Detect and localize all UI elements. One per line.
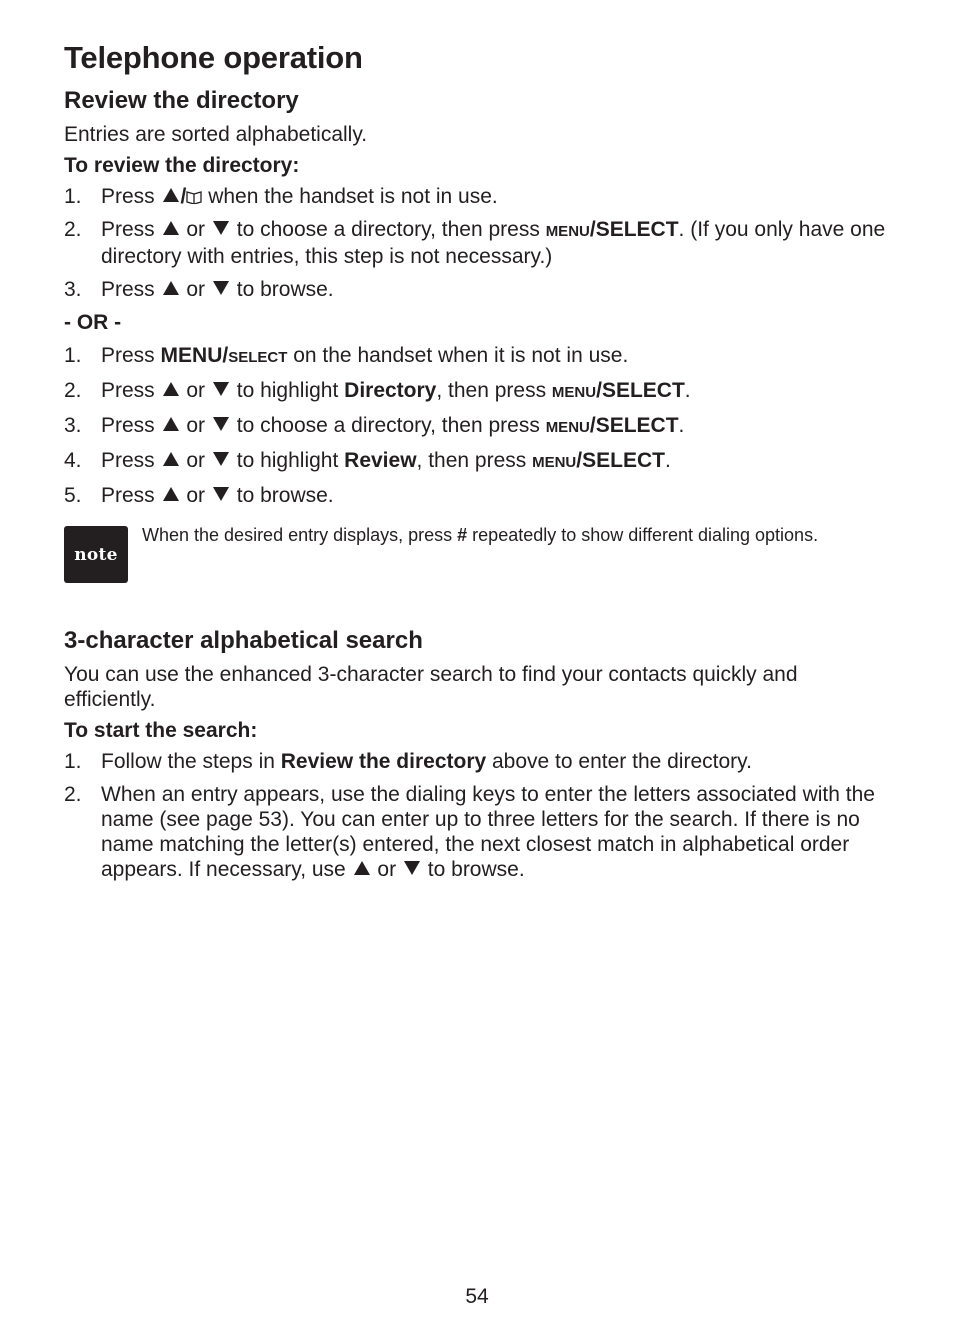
down-arrow-icon (213, 452, 229, 466)
up-arrow-icon (163, 188, 179, 202)
list-item: 2. Press or to choose a directory, then press MENU/SELECT. (If you only have one directory with entries, this step is not necessary.) (64, 218, 886, 268)
note-box (64, 526, 894, 586)
list-item: 2. When an entry appears, use the dialing keys to enter the letters associated with the name (see page 53). You can enter up to three letters for the search. If there is no name matching the letter(s) entered, the next closest match in alphabetical order appears. If necessary, use or to browse. (64, 783, 875, 881)
list-item: 1. Press MENU/SELECT on the handset when it is not in use. (64, 344, 629, 367)
review-steps-list (64, 184, 894, 302)
down-arrow-icon (213, 221, 229, 235)
list-item: 5. Press or to browse. (64, 484, 334, 507)
up-arrow-icon (163, 221, 179, 235)
list-item: 1. Follow the steps in Review the directory above to enter the directory. (64, 750, 752, 773)
section-heading-review: Review the directory (64, 87, 299, 114)
page-content (64, 38, 894, 890)
down-arrow-icon (213, 487, 229, 501)
section-heading-search: 3-character alphabetical search (64, 627, 423, 654)
page-title: Telephone operation (64, 40, 363, 75)
down-arrow-icon (404, 861, 420, 875)
note-icon: note (64, 526, 128, 583)
list-item: 1. Press / when the handset is not in use. (64, 185, 498, 208)
or-separator: - OR - (64, 311, 122, 334)
up-arrow-icon (163, 487, 179, 501)
up-arrow-icon (163, 452, 179, 466)
list-item: 3. Press or to choose a directory, then press MENU/SELECT. (64, 414, 685, 437)
up-arrow-icon (163, 417, 179, 431)
search-intro: You can use the enhanced 3-character search to find your contacts quickly and efficiently. (64, 663, 798, 711)
list-item: 4. Press or to highlight Review, then press MENU/SELECT. (64, 449, 671, 472)
up-arrow-icon (163, 382, 179, 396)
directory-book-icon (186, 190, 202, 204)
down-arrow-icon (213, 382, 229, 396)
down-arrow-icon (213, 417, 229, 431)
list-item: 2. Press or to highlight Directory, then press MENU/SELECT. (64, 379, 691, 402)
search-lead: To start the search: (64, 719, 258, 742)
note-text: When the desired entry displays, press # repeatedly to show different dialing options. (142, 525, 819, 545)
up-arrow-icon (354, 861, 370, 875)
review-intro: Entries are sorted alphabetically. (64, 123, 368, 146)
up-arrow-icon (163, 281, 179, 295)
review-steps-alt-list (64, 343, 894, 508)
down-arrow-icon (213, 281, 229, 295)
review-lead: To review the directory: (64, 154, 300, 177)
page-number: 54 (465, 1285, 489, 1308)
list-item: 3. Press or to browse. (64, 278, 334, 301)
search-steps-list (64, 749, 894, 882)
